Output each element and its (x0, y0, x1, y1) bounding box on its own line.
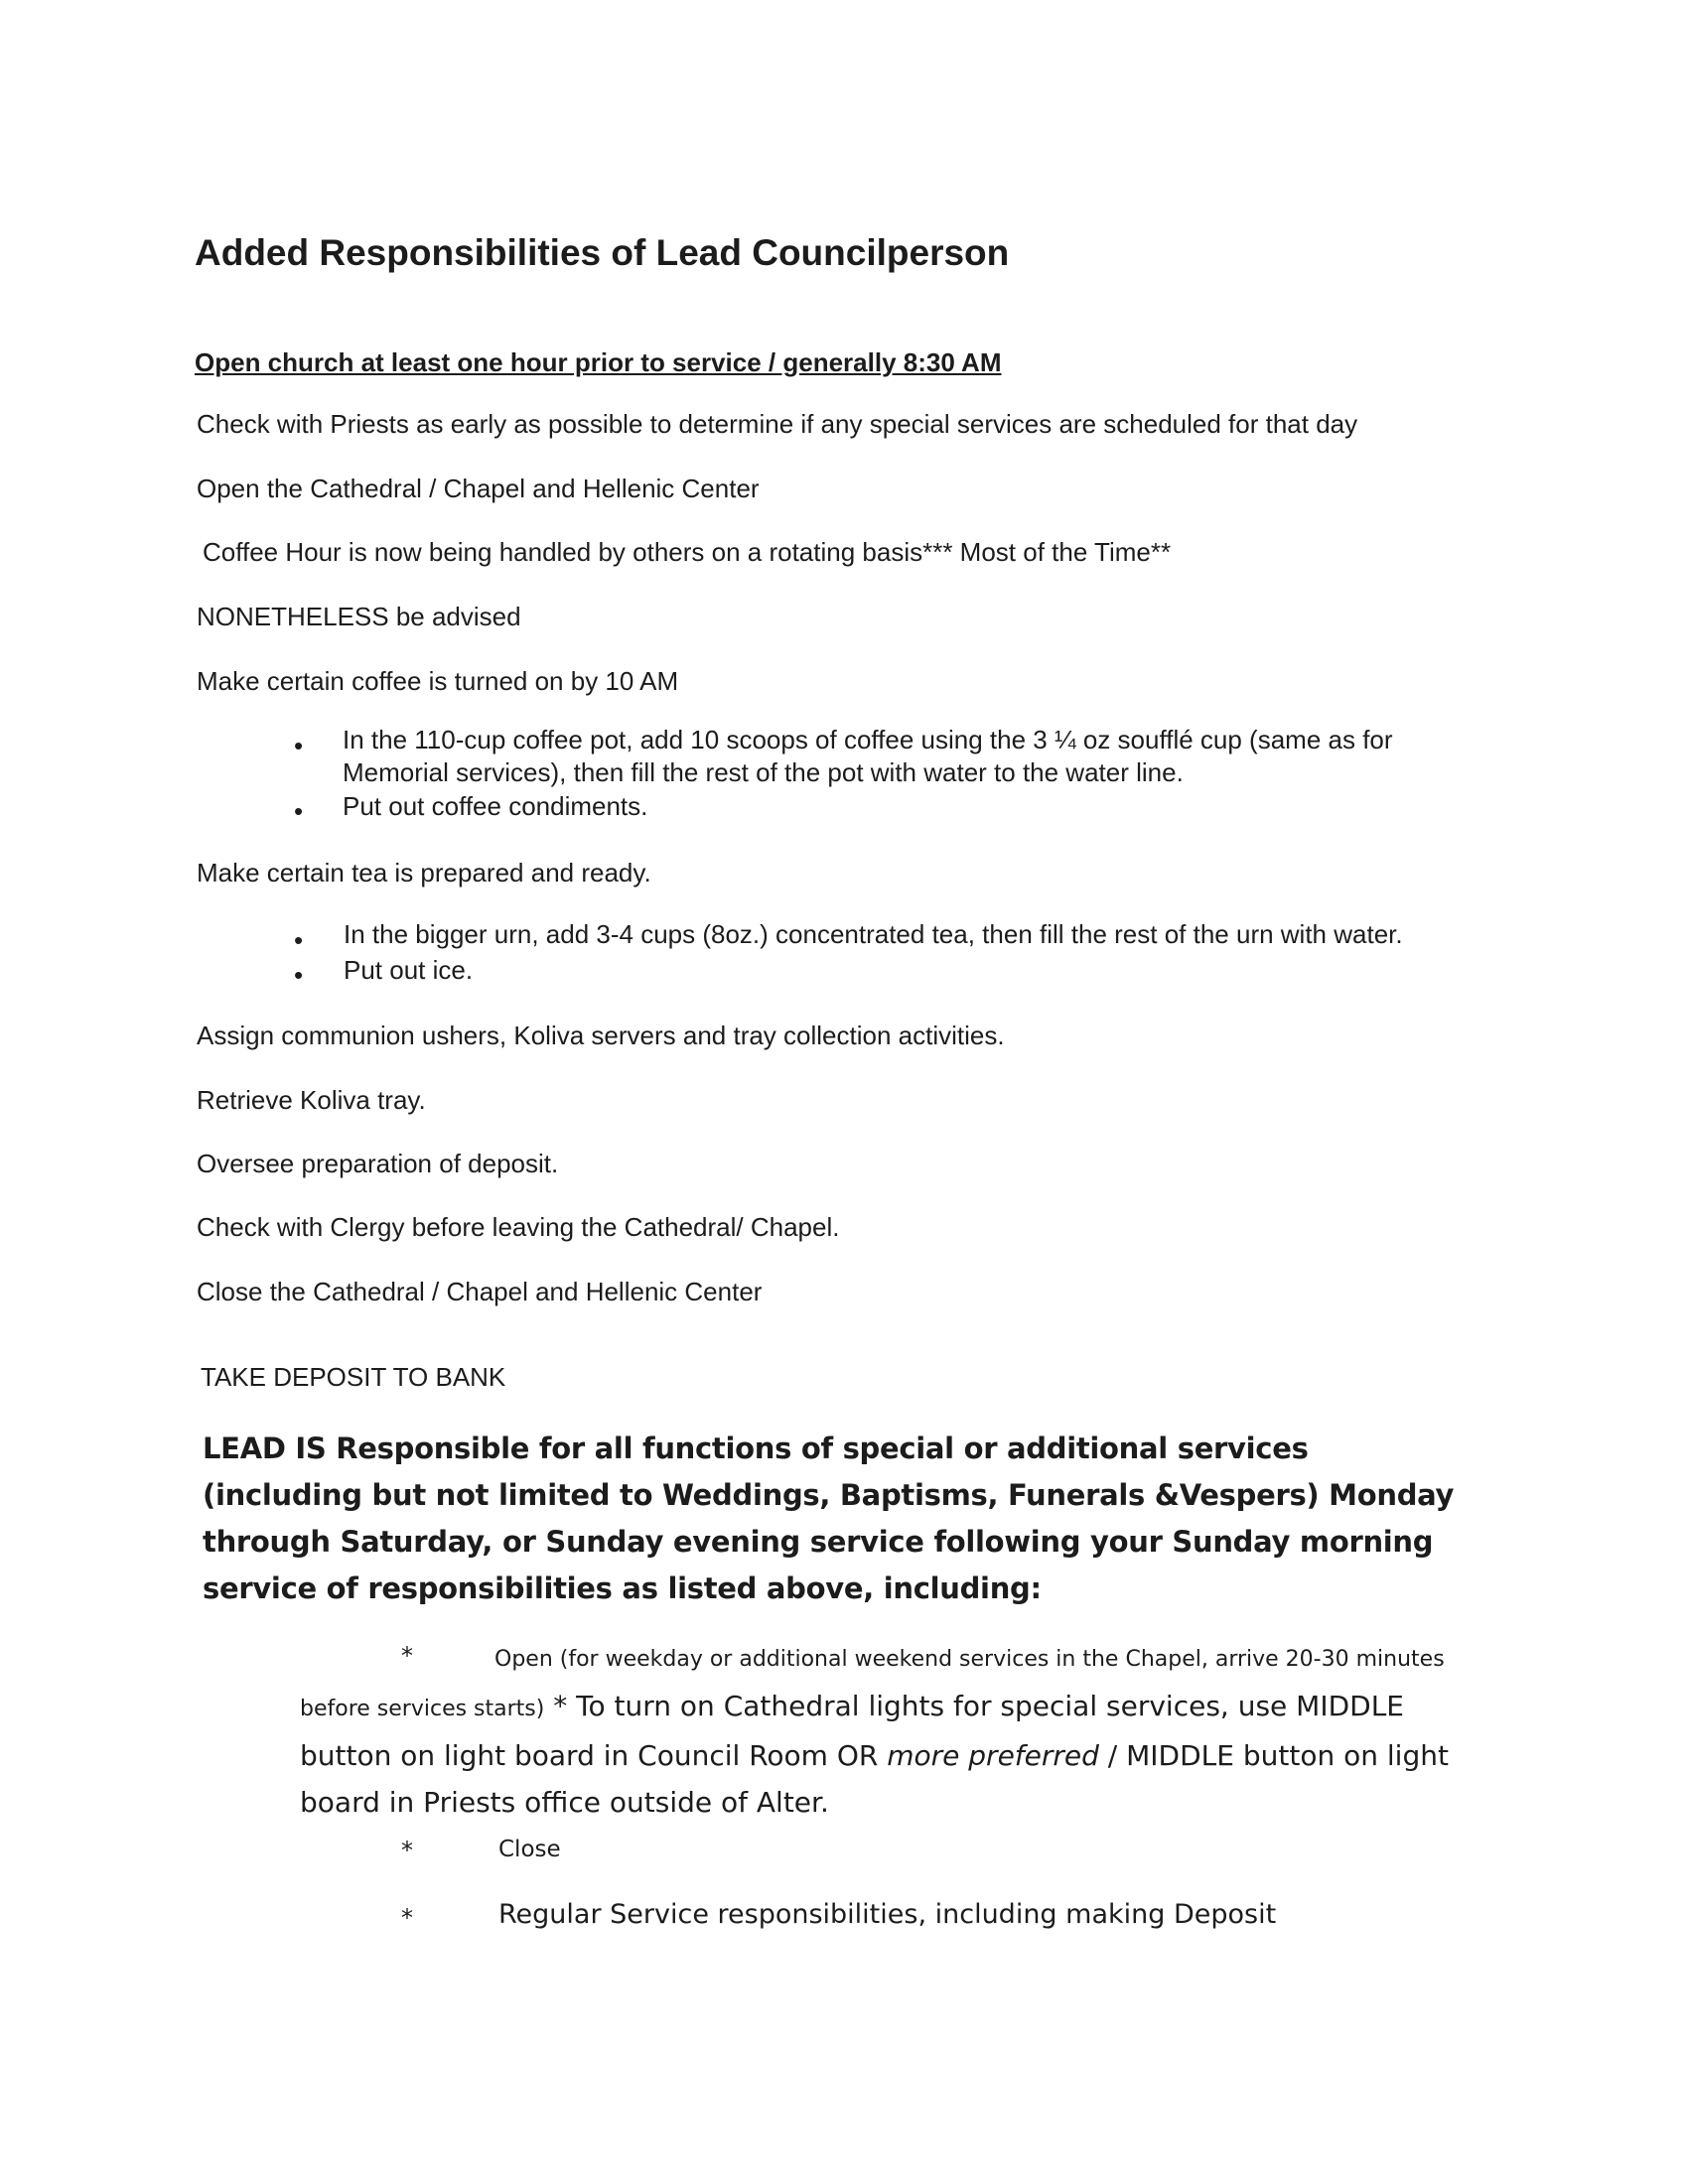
coffee-bullet-1-line-1: In the 110-cup coffee pot, add 10 scoops of coffee using the 3 ¼ oz soufflé cup (same as for (343, 725, 1393, 754)
check-clergy-line: Check with Clergy before leaving the Cathedral/ Chapel. (197, 1212, 840, 1242)
oversee-deposit-line: Oversee preparation of deposit. (197, 1149, 559, 1178)
bullet-marker: • (294, 796, 304, 826)
open-instructions-paragraph (300, 1633, 1501, 1826)
open-cathedral-line: Open the Cathedral / Chapel and Hellenic Center (197, 474, 760, 503)
coffee-bullet-2: Put out coffee condiments. (343, 791, 648, 821)
nonetheless-line: NONETHELESS be advised (197, 602, 521, 631)
more-preferred-text: more preferred (887, 1739, 1099, 1772)
tea-bullet-2: Put out ice. (344, 955, 474, 985)
tea-bullet-1: In the bigger urn, add 3-4 cups (8oz.) concentrated tea, then fill the rest of the urn with water. (344, 919, 1403, 949)
tea-ready-line: Make certain tea is prepared and ready. (197, 858, 651, 887)
close-cathedral-line: Close the Cathedral / Chapel and Hellenic Center (197, 1277, 763, 1306)
open-instructions-part-1: Open (for weekday or additional weekend services in the Chapel, arrive 20-30 minutes (494, 1647, 1445, 1672)
retrieve-koliva-line: Retrieve Koliva tray. (197, 1085, 426, 1115)
asterisk-marker: * (401, 1904, 413, 1932)
coffee-on-line: Make certain coffee is turned on by 10 AM (197, 666, 679, 696)
assign-ushers-line: Assign communion ushers, Koliva servers and tray collection activities. (197, 1021, 1005, 1050)
lead-responsibility-paragraph: LEAD IS Responsible for all functions of special or additional services (including but not limited to Weddings, Baptisms, Funerals &Vespers) Monday through Saturday, or Sunday evening service following your Sunday morning service of responsibilities as listed above, including: (203, 1432, 1455, 1605)
coffee-bullet-1-line-2: Memorial services), then fill the rest of the pot with water to the water line. (343, 757, 1184, 787)
bullet-marker: • (294, 960, 304, 990)
open-instructions-part-2: before services starts) (300, 1697, 545, 1721)
asterisk-marker: * (401, 1837, 413, 1864)
bullet-marker: • (294, 731, 304, 760)
coffee-hour-line: Coffee Hour is now being handled by others on a rotating basis*** Most of the Time** (203, 537, 1172, 567)
regular-service-item: Regular Service responsibilities, including making Deposit (498, 1899, 1277, 1930)
lights-instructions: * To turn on Cathedral lights for special services, use MIDDLE button on light board in Council Room OR (300, 1690, 1404, 1772)
check-priests-line: Check with Priests as early as possible to determine if any special services are scheduled for that day (197, 409, 1358, 439)
take-deposit-line: TAKE DEPOSIT TO BANK (201, 1362, 506, 1392)
page-title: Added Responsibilities of Lead Councilperson (195, 232, 1010, 273)
bullet-marker: • (294, 925, 304, 955)
lights-instructions-end: / MIDDLE button on light board in Priests office outside of Alter. (300, 1739, 1449, 1819)
close-item: Close (498, 1837, 561, 1862)
asterisk-marker: * (401, 1642, 413, 1670)
section-subheading: Open church at least one hour prior to service / generally 8:30 AM (195, 347, 1002, 377)
